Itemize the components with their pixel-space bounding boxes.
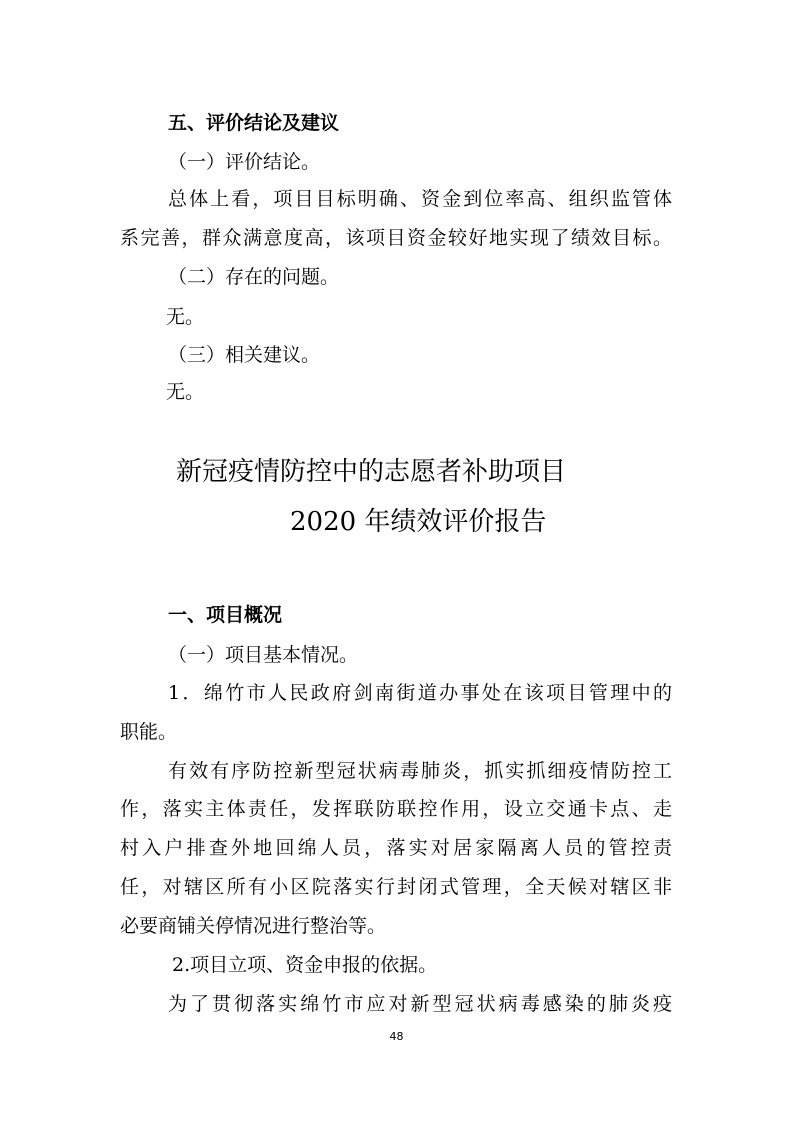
page-number: 48 — [389, 1030, 404, 1043]
section1-sub1: （一）项目基本情况。 — [168, 644, 359, 666]
section1-para-line2: 作，落实主体责任，发挥联防联控作用，设立交通卡点、走 — [120, 798, 672, 820]
section1-item1-line2: 职能。 — [120, 721, 178, 743]
section1-last-line: 为了贯彻落实绵竹市应对新型冠状病毒感染的肺炎疫 — [168, 993, 672, 1015]
section5-sub3: （三）相关建议。 — [168, 344, 321, 366]
section5-none2: 无。 — [166, 381, 205, 403]
section5-sub2: （二）存在的问题。 — [168, 266, 340, 288]
section5-sub1: （一）评价结论。 — [168, 151, 321, 173]
section1-item2: 2.项目立项、资金申报的依据。 — [172, 954, 438, 976]
section1-para-line5: 必要商铺关停情况进行整治等。 — [120, 915, 387, 937]
section5-none1: 无。 — [166, 306, 205, 328]
section5-heading: 五、评价结论及建议 — [168, 112, 340, 134]
section1-para-line4: 任，对辖区所有小区院落实行封闭式管理，全天候对辖区非 — [120, 876, 672, 898]
section1-item1-line1: 1．绵竹市人民政府剑南街道办事处在该项目管理中的 — [168, 682, 672, 704]
section5-para1-line2: 系完善，群众满意度高，该项目资金较好地实现了绩效目标。 — [120, 227, 672, 249]
report-title-line2: 2020 年绩效评价报告 — [290, 507, 547, 537]
report-title-line1: 新冠疫情防控中的志愿者补助项目 — [176, 457, 567, 487]
section5-para1-line1: 总体上看，项目目标明确、资金到位率高、组织监管体 — [168, 188, 672, 210]
section1-heading: 一、项目概况 — [168, 604, 283, 626]
section1-para-line1: 有效有序防控新型冠状病毒肺炎，抓实抓细疫情防控工 — [168, 760, 672, 782]
section1-para-line3: 村入户排查外地回绵人员，落实对居家隔离人员的管控责 — [120, 837, 672, 859]
